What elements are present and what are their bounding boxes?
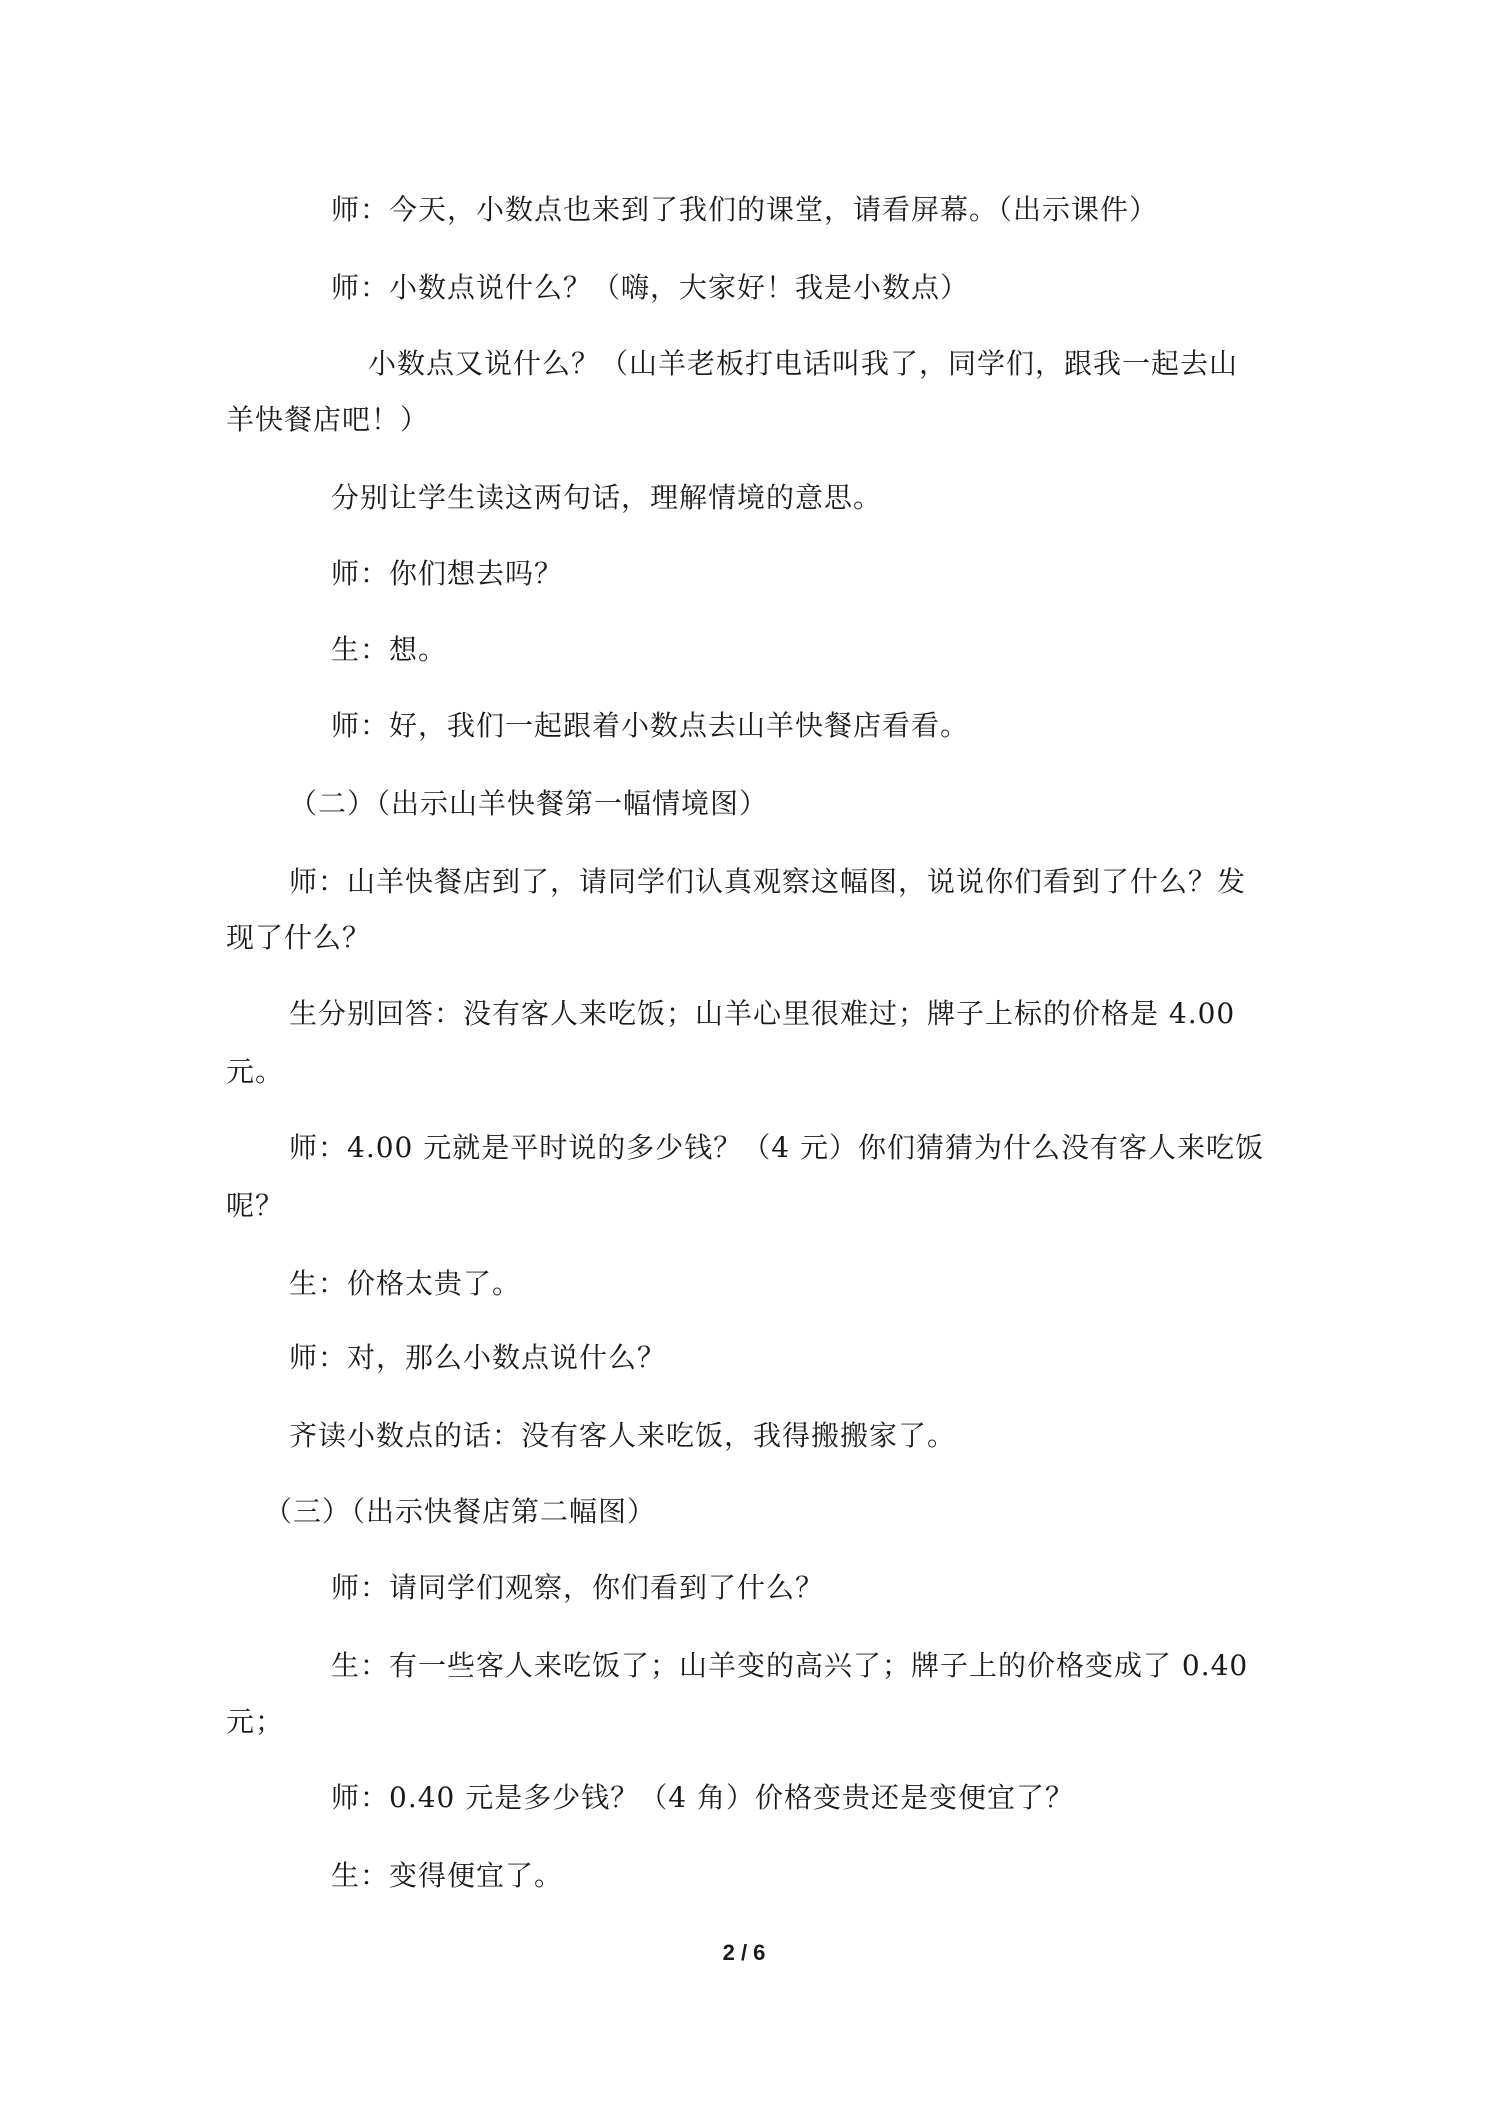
- text-line: 生：有一些客人来吃饭了；山羊变的高兴了；牌子上的价格变成了 0.40: [331, 1649, 1249, 1682]
- text-line: 师：好，我们一起跟着小数点去山羊快餐店看看。: [331, 709, 970, 742]
- text-line: 现了什么？: [226, 921, 372, 954]
- text-line: 分别让学生读这两句话，理解情境的意思。: [331, 481, 883, 514]
- text-line: 师：山羊快餐店到了，请同学们认真观察这幅图，说说你们看到了什么？发: [289, 865, 1247, 898]
- text-line: 小数点又说什么？（山羊老板打电话叫我了，同学们，跟我一起去山: [368, 347, 1239, 380]
- page-number: 2 / 6: [722, 1940, 766, 1965]
- text-line: 羊快餐店吧！）: [226, 403, 430, 436]
- text-line: 呢？: [226, 1189, 285, 1222]
- section-heading: （二）（出示山羊快餐第一幅情境图）: [289, 787, 769, 820]
- text-line: 元。: [226, 1055, 285, 1088]
- text-line: 元；: [226, 1705, 285, 1738]
- text-line: 师：对，那么小数点说什么？: [289, 1341, 667, 1374]
- text-line: 师：今天，小数点也来到了我们的课堂，请看屏幕。（出示课件）: [331, 193, 1159, 226]
- text-line: 师：请同学们观察，你们看到了什么？: [331, 1571, 825, 1604]
- text-line: 生：价格太贵了。: [289, 1267, 522, 1300]
- text-line: 师：4.00 元就是平时说的多少钱？（4 元）你们猜猜为什么没有客人来吃饭: [289, 1131, 1264, 1164]
- text-line: 师：你们想去吗？: [331, 557, 564, 590]
- text-line: 生：想。: [331, 633, 448, 666]
- text-line: 师：0.40 元是多少钱？（4 角）价格变贵还是变便宜了？: [331, 1781, 1074, 1814]
- text-line: 齐读小数点的话：没有客人来吃饭，我得搬搬家了。: [289, 1419, 957, 1452]
- text-line: 生分别回答：没有客人来吃饭；山羊心里很难过；牌子上标的价格是 4.00: [289, 997, 1236, 1030]
- text-line: 师：小数点说什么？（嗨，大家好！我是小数点）: [331, 271, 970, 304]
- section-heading: （三）（出示快餐店第二幅图）: [264, 1495, 657, 1528]
- text-line: 生：变得便宜了。: [331, 1859, 564, 1892]
